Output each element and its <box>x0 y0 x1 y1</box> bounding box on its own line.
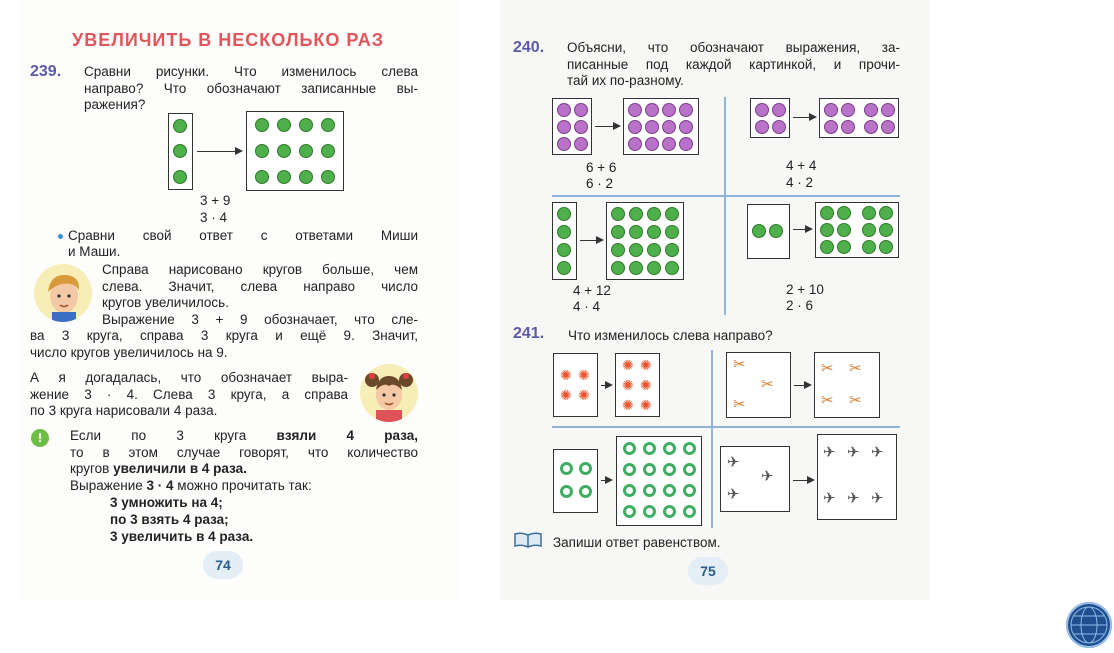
green-circle <box>647 243 661 257</box>
masha-avatar <box>360 364 418 422</box>
misha-line: слева. Значит, слева направо число <box>102 278 418 294</box>
purple-circle <box>772 120 786 134</box>
page-number-left: 74 <box>203 551 243 579</box>
ring-circle <box>643 442 656 455</box>
ring-circle <box>643 484 656 497</box>
sun-icon: ✺ <box>560 367 572 383</box>
purple-circle <box>662 120 676 134</box>
green-circle <box>299 144 313 158</box>
green-circle <box>611 225 625 239</box>
q7-left-box <box>553 449 598 513</box>
exercise-239-text <box>84 64 418 114</box>
green-circle <box>879 223 893 237</box>
scissors-icon: ✂ <box>849 360 862 377</box>
q4-right-box <box>815 202 899 258</box>
green-circle <box>321 118 335 132</box>
green-circle <box>665 225 679 239</box>
purple-circle <box>628 103 642 117</box>
scissors-icon: ✂ <box>733 356 746 373</box>
purple-circle <box>864 120 878 134</box>
rule-bold-part: 3 · 4 <box>146 477 174 493</box>
masha-line: по 3 круга нарисовали 4 раза. <box>30 403 218 418</box>
green-circle <box>862 240 876 254</box>
q1-expression-2: 6 · 2 <box>586 176 614 191</box>
purple-circle <box>824 103 838 117</box>
green-circle <box>321 170 335 184</box>
green-circle <box>837 206 851 220</box>
scissors-icon: ✂ <box>849 392 862 409</box>
green-circle <box>820 223 834 237</box>
ring-circle <box>663 484 676 497</box>
ring-circle <box>623 463 636 476</box>
q4-expression-2: 2 · 6 <box>786 298 814 313</box>
green-circle <box>629 261 643 275</box>
green-circle <box>752 224 766 238</box>
ring-circle <box>663 442 676 455</box>
green-circle <box>647 225 661 239</box>
green-circle <box>611 261 625 275</box>
green-circle <box>665 207 679 221</box>
q8-right-box <box>817 434 897 520</box>
rule-text-part: кругов <box>70 461 114 476</box>
green-circle <box>665 261 679 275</box>
masha-line: жение 3 · 4. Слева 3 круга, а справа <box>30 386 348 402</box>
ring-circle <box>579 485 592 498</box>
green-circle <box>837 240 851 254</box>
sun-icon: ✺ <box>578 387 590 403</box>
compare-line: Сравни свой ответ с ответами Миши <box>68 228 418 243</box>
ring-circle <box>643 463 656 476</box>
rule-bold-part: взяли 4 раза, <box>276 428 419 443</box>
green-circle <box>173 144 187 158</box>
misha-avatar <box>34 264 92 322</box>
compare-text-2: и Маши. <box>68 244 121 259</box>
airplane-icon: ✈ <box>727 454 740 471</box>
ring-circle <box>623 484 636 497</box>
q3-expression-2: 4 · 4 <box>573 299 601 314</box>
purple-circle <box>755 103 769 117</box>
rule-line-1 <box>70 428 418 445</box>
ring-circle <box>623 505 636 518</box>
green-circle <box>299 118 313 132</box>
page-number-right: 75 <box>688 557 728 585</box>
purple-circle <box>864 103 878 117</box>
q2-expression-1: 4 + 4 <box>786 158 817 173</box>
green-circle <box>611 207 625 221</box>
purple-circle <box>645 137 659 151</box>
sun-icon: ✺ <box>622 357 634 373</box>
rule-reading-1: 3 умножить на 4; <box>110 495 223 510</box>
ring-circle <box>579 462 592 475</box>
q2-right-box <box>819 98 899 138</box>
green-circle <box>837 223 851 237</box>
purple-circle <box>574 137 588 151</box>
q2-left-box <box>750 98 790 138</box>
green-circle <box>277 170 291 184</box>
airplane-icon: ✈ <box>871 490 884 507</box>
green-circle <box>321 144 335 158</box>
ex239-line: ражения? <box>84 97 146 112</box>
airplane-icon: ✈ <box>847 444 860 461</box>
green-circle <box>255 170 269 184</box>
green-circle <box>173 170 187 184</box>
green-circle <box>862 206 876 220</box>
green-circle <box>862 223 876 237</box>
arrow-icon <box>793 480 813 481</box>
rule-line-2: то в этом случае говорят, что количество <box>70 444 418 460</box>
q4-left-box <box>747 204 790 259</box>
sun-icon: ✺ <box>622 377 634 393</box>
airplane-icon: ✈ <box>761 468 774 485</box>
q3-expression-1: 4 + 12 <box>573 283 611 298</box>
scissors-icon: ✂ <box>761 376 774 393</box>
grid-divider-vertical <box>724 97 726 315</box>
purple-circle <box>574 120 588 134</box>
green-circle <box>557 243 571 257</box>
scissors-icon: ✂ <box>821 392 834 409</box>
rule-line-4 <box>70 478 418 495</box>
sun-icon: ✺ <box>560 387 572 403</box>
grid-divider-horizontal <box>552 195 900 197</box>
boy-icon <box>34 264 92 322</box>
purple-circle <box>679 103 693 117</box>
q7-right-box <box>616 436 702 526</box>
green-circle <box>255 144 269 158</box>
ring-circle <box>623 442 636 455</box>
q2-expression-2: 4 · 2 <box>786 175 814 190</box>
exercise-240-number: 240. <box>513 39 545 56</box>
bullet-icon <box>58 234 63 239</box>
ring-circle <box>683 463 696 476</box>
green-circle <box>557 261 571 275</box>
green-circle <box>879 240 893 254</box>
footer-instruction: Запиши ответ равенством. <box>553 535 721 550</box>
misha-speech <box>102 262 418 328</box>
green-circle <box>629 207 643 221</box>
sun-icon: ✺ <box>640 357 652 373</box>
purple-circle <box>557 120 571 134</box>
purple-circle <box>841 103 855 117</box>
purple-circle <box>662 137 676 151</box>
rule-text <box>70 428 418 494</box>
grid-divider-vertical <box>711 350 713 528</box>
green-circle <box>557 225 571 239</box>
girl-icon <box>360 364 418 422</box>
exclamation-icon: ! <box>31 429 49 447</box>
purple-circle <box>574 103 588 117</box>
purple-circle <box>772 103 786 117</box>
rule-reading-2: по 3 взять 4 раза; <box>110 512 229 527</box>
arrow-icon <box>601 385 611 386</box>
ex239-line: направо? Что обозначают записанные вы- <box>84 80 418 96</box>
scissors-icon: ✂ <box>733 396 746 413</box>
airplane-icon: ✈ <box>847 490 860 507</box>
purple-circle <box>628 137 642 151</box>
rule-text-part: Если по 3 круга <box>70 428 277 443</box>
sun-icon: ✺ <box>622 397 634 413</box>
page-title: УВЕЛИЧИТЬ В НЕСКОЛЬКО РАЗ <box>72 30 385 50</box>
misha-line: Справа нарисовано кругов больше, чем <box>102 262 418 277</box>
q6-left-box <box>726 352 791 418</box>
ex239-left-box <box>168 113 193 190</box>
green-circle <box>277 118 291 132</box>
green-circle <box>557 207 571 221</box>
purple-circle <box>841 120 855 134</box>
misha-line: ва 3 круга, справа 3 круга и ещё 9. Значит, <box>30 328 418 343</box>
rule-text-part: можно прочитать так: <box>173 477 312 493</box>
ex239-right-box <box>246 111 344 191</box>
q1-expression-1: 6 + 6 <box>586 160 617 175</box>
purple-circle <box>628 120 642 134</box>
arrow-icon <box>601 480 611 481</box>
q6-right-box <box>814 352 880 418</box>
arrow-icon <box>793 117 815 118</box>
arrow-icon <box>580 240 602 241</box>
airplane-icon: ✈ <box>823 444 836 461</box>
green-circle <box>820 206 834 220</box>
q3-left-box <box>552 202 577 280</box>
sun-icon: ✺ <box>640 397 652 413</box>
book-icon <box>514 532 542 553</box>
exercise-241-number: 241. <box>513 325 545 342</box>
arrow-icon <box>793 229 811 230</box>
misha-line: кругов увеличилось. <box>102 295 229 310</box>
purple-circle <box>881 120 895 134</box>
exercise-239-number: 239. <box>30 63 62 80</box>
rule-reading-3: 3 увеличить в 4 раза. <box>110 529 254 544</box>
purple-circle <box>645 103 659 117</box>
misha-line: Выражение 3 + 9 обозначает, что сле- <box>102 311 418 327</box>
q3-right-box <box>606 202 684 280</box>
ex240-line: тай их по-разному. <box>567 73 684 88</box>
misha-line: число кругов увеличилось на 9. <box>30 344 228 360</box>
purple-circle <box>679 137 693 151</box>
green-circle <box>629 243 643 257</box>
rule-line-3 <box>70 461 418 478</box>
purple-circle <box>645 120 659 134</box>
q5-right-box <box>615 353 660 417</box>
green-circle <box>173 119 187 133</box>
green-circle <box>769 224 783 238</box>
arrow-icon <box>595 126 619 127</box>
green-circle <box>647 207 661 221</box>
q1-right-box <box>623 98 699 155</box>
scissors-icon: ✂ <box>821 360 834 377</box>
ex239-expression-2: 3 · 4 <box>200 210 228 225</box>
ring-circle <box>560 462 573 475</box>
ex239-expression-1: 3 + 9 <box>200 193 231 208</box>
green-circle <box>879 206 893 220</box>
grid-divider-horizontal <box>552 426 900 428</box>
purple-circle <box>755 120 769 134</box>
ex239-line: Сравни рисунки. Что изменилось слева <box>84 64 418 79</box>
ex240-line: Объясни, что обозначают выражения, за- <box>567 40 900 55</box>
purple-circle <box>881 103 895 117</box>
green-circle <box>611 243 625 257</box>
green-circle <box>820 240 834 254</box>
exercise-240-text <box>567 40 900 90</box>
airplane-icon: ✈ <box>727 486 740 503</box>
q1-left-box <box>552 98 592 155</box>
airplane-icon: ✈ <box>823 490 836 507</box>
purple-circle <box>557 103 571 117</box>
q4-expression-1: 2 + 10 <box>786 282 824 297</box>
masha-line: А я догадалась, что обозначает выра- <box>30 370 348 385</box>
rule-text-part: Выражение <box>70 477 147 493</box>
green-circle <box>255 118 269 132</box>
airplane-icon: ✈ <box>871 444 884 461</box>
masha-speech <box>30 370 348 420</box>
purple-circle <box>662 103 676 117</box>
ring-circle <box>683 442 696 455</box>
q5-left-box <box>553 353 598 417</box>
q8-left-box <box>720 446 790 512</box>
green-circle <box>629 225 643 239</box>
ring-circle <box>560 485 573 498</box>
sun-icon: ✺ <box>578 367 590 383</box>
ex240-line: писанные под каждой картинкой, и прочи- <box>567 56 900 72</box>
green-circle <box>277 144 291 158</box>
globe-icon[interactable] <box>1066 602 1112 648</box>
green-circle <box>299 170 313 184</box>
purple-circle <box>824 120 838 134</box>
arrow-icon <box>197 151 241 152</box>
ring-circle <box>663 463 676 476</box>
ring-circle <box>683 484 696 497</box>
ring-circle <box>643 505 656 518</box>
arrow-icon <box>794 385 810 386</box>
rule-bold-part: увеличили в 4 раза. <box>113 461 247 476</box>
ring-circle <box>683 505 696 518</box>
ring-circle <box>663 505 676 518</box>
misha-speech-cont <box>30 328 418 361</box>
sun-icon: ✺ <box>640 377 652 393</box>
purple-circle <box>679 120 693 134</box>
purple-circle <box>557 137 571 151</box>
exercise-241-text: Что изменилось слева направо? <box>568 328 773 343</box>
green-circle <box>647 261 661 275</box>
compare-text <box>68 228 418 245</box>
green-circle <box>665 243 679 257</box>
